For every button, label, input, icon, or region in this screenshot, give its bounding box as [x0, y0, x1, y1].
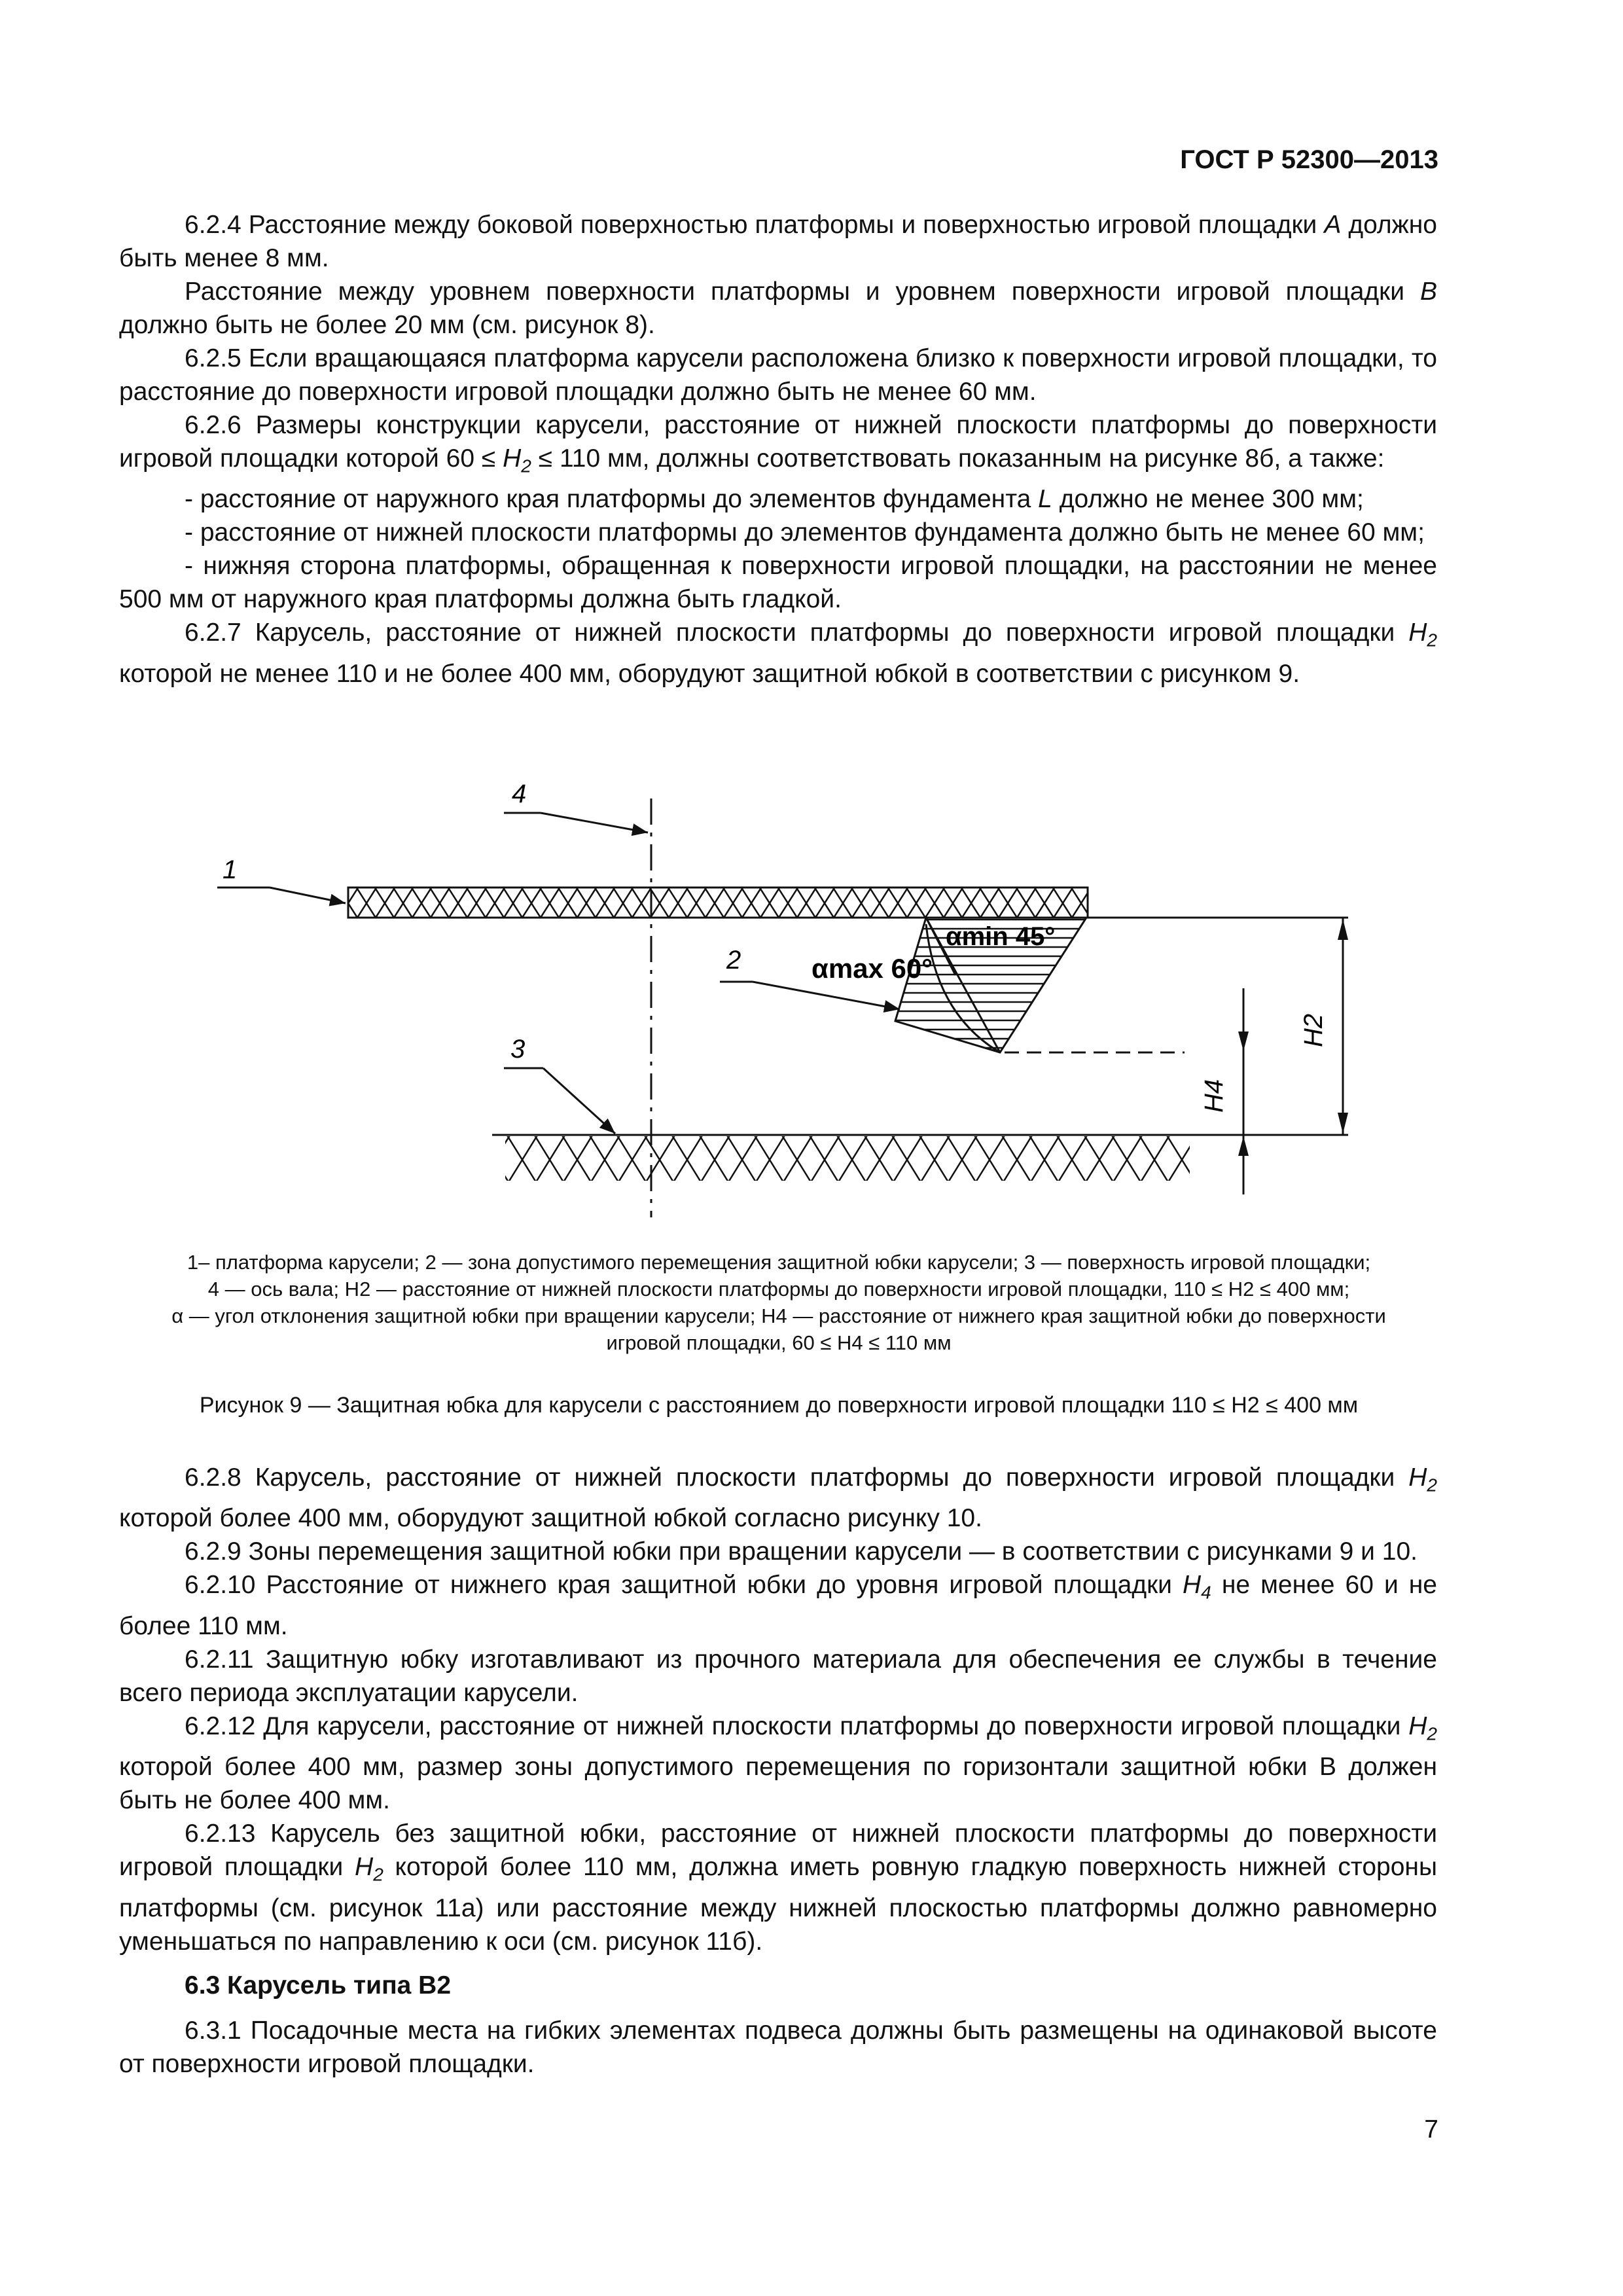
label-4: 4 — [512, 780, 527, 808]
document-code: ГОСТ Р 52300—2013 — [1180, 145, 1438, 174]
legend-line-2: 4 — ось вала; H2 — расстояние от нижней плоскости платформы до поверхности игровой площадки, 110 ≤ H2 ≤ 400 мм; — [207, 1278, 1350, 1300]
figure-legend — [118, 1249, 1440, 1356]
legend-line-4: игровой площадки, 60 ≤ H4 ≤ 110 мм — [606, 1331, 952, 1354]
label-3: 3 — [510, 1035, 526, 1064]
alpha-min-label: αmin 45° — [946, 922, 1056, 951]
text-block-top — [119, 208, 1437, 691]
paragraph-6-2-10: 6.2.10 Расстояние от нижнего края защитной юбки до уровня игровой площадки $H_4$ не менее 60 и не более 110 мм. — [119, 1571, 1437, 1640]
label-1: 1 — [223, 855, 238, 884]
label-2: 2 — [726, 946, 741, 975]
paragraph-6-2-13: 6.2.13 Карусель без защитной юбки, расстояние от нижней плоскости платформы до поверхности игровой площадки $H_2$ которой более 110 мм, должна иметь ровную гладкую поверхность нижней стороны платформы (см. рисунок 11а) или расстояние между нижней плоскостью платформы должно равномерно уменьшаться по направлению к оси (см. рисунок 11б). — [119, 1820, 1437, 1956]
figure-caption: Рисунок 9 — Защитная юбка для карусели с расстоянием до поверхности игровой площадки 110 ≤ H2 ≤ 400 мм — [199, 1393, 1359, 1418]
alpha-max-label: αmax 60° — [812, 953, 933, 984]
h2-label: H2 — [1299, 1013, 1328, 1047]
legend-line-1: 1– платформа карусели; 2 — зона допустимого перемещения защитной юбки карусели; 3 — поверхность игровой площадки; — [187, 1251, 1371, 1274]
paragraph-6-2-6: 6.2.6 Размеры конструкции карусели, расстояние от нижней плоскости платформы до поверхности игровой площадки которой $60 \le H_2 \le 110$ мм, должны соответствовать показанным на рисунке 8б, а также: — [119, 411, 1437, 476]
paragraph-6-2-8: 6.2.8 Карусель, расстояние от нижней плоскости платформы до поверхности игровой площадки $H_2$ которой более 400 мм, оборудуют защитной юбкой согласно рисунку 10. — [119, 1463, 1437, 1533]
paragraph-6-2-4-b: Расстояние между уровнем поверхности платформы и уровнем поверхности игровой площадки В должно быть не более 20 мм (см. рисунок 8). — [119, 278, 1437, 339]
h2-arrow-bottom — [1338, 1113, 1348, 1134]
leader-3-arrow — [543, 1068, 615, 1134]
h4-label: H4 — [1200, 1079, 1228, 1113]
page-number: 7 — [1424, 2115, 1438, 2144]
paragraph-6-2-9: 6.2.9 Зоны перемещения защитной юбки при вращении карусели — в соответствии с рисунками 9 и 10. — [185, 1537, 1418, 1566]
paragraph-6-2-11: 6.2.11 Защитную юбку изготавливают из прочного материала для обеспечения ее службы в течение всего периода эксплуатации карусели. — [119, 1645, 1437, 1707]
paragraph-6-2-12: 6.2.12 Для карусели, расстояние от нижней плоскости платформы до поверхности игровой площадки $H_2$ которой более 400 мм, размер зоны допустимого перемещения по горизонтали защитной юбки В должен быть не более 400 мм. — [119, 1712, 1437, 1815]
figure-9-diagram — [0, 759, 1623, 1230]
list-item-dash-2: - расстояние от нижней плоскости платформы до элементов фундамента должно быть не менее 60 мм; — [185, 518, 1425, 547]
leader-2-arrow — [753, 982, 900, 1009]
paragraph-6-2-7: 6.2.7 Карусель, расстояние от нижней плоскости платформы до поверхности игровой площадки $H_2$ которой не менее 110 и не более 400 мм, оборудуют защитной юбкой в соответствии с рисунком 9. — [119, 619, 1437, 688]
paragraph-6-2-5: 6.2.5 Если вращающаяся платформа карусели расположена близко к поверхности игровой площадки, то расстояние до поверхности игровой площадки должно быть не менее 60 мм. — [119, 344, 1437, 406]
ground-hatch — [505, 1136, 1190, 1181]
h2-arrow-top — [1338, 919, 1348, 940]
section-heading-6-3: 6.3 Карусель типа В2 — [185, 1971, 452, 2000]
list-item-dash-3: - нижняя сторона платформы, обращенная к поверхности игровой площадки, на расстоянии не менее 500 мм от наружного края платформы должна быть гладкой. — [119, 552, 1437, 614]
leader-1-arrow — [270, 888, 346, 903]
list-item-dash-1: - расстояние от наружного края платформы до элементов фундамента L должно не менее 300 мм; — [185, 485, 1364, 514]
legend-line-3: α — угол отклонения защитной юбки при вращении карусели; H4 — расстояние от нижнего края защитной юбки до поверхности — [171, 1304, 1386, 1327]
paragraph-6-3-1: 6.3.1 Посадочные места на гибких элементах подвеса должны быть размещены на одинаковой высоте от поверхности игровой площадки. — [119, 2016, 1437, 2078]
leader-4-arrow — [541, 813, 648, 833]
platform-hatch — [348, 888, 1088, 918]
h4-arrow-bottom — [1238, 1136, 1249, 1156]
h4-arrow-top — [1238, 1031, 1249, 1051]
text-block-bottom — [119, 1461, 1437, 2081]
paragraph-6-2-4: 6.2.4 Расстояние между боковой поверхностью платформы и поверхностью игровой площадки А должно быть менее 8 мм. — [119, 211, 1438, 272]
